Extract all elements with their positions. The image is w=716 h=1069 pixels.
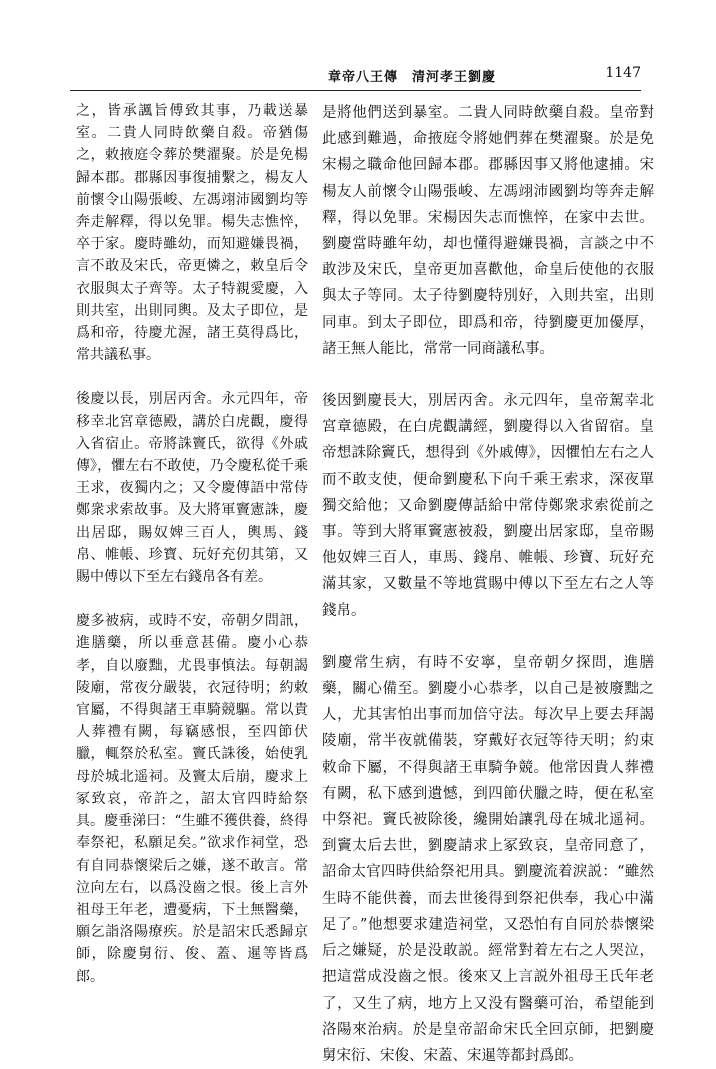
header-rule [70,90,641,91]
classical-paragraph-3: 慶多被病，或時不安，帝朝夕問訊，進膳藥，所以垂意甚備。慶小心恭孝，自以廢黜，尤畏事慎法。每朝謁陵廟，常夜分嚴裝，衣冠待明；約敕官屬，不得與諸王車騎競驅。常以貴人葬禮有闕，每竊感恨，至四節伏臘，輒祭於私室。竇氏誅後，始使乳母於城北遥祠。及竇太后崩，慶求上冢致哀，帝許之，詔太官四時給祭具。慶垂涕曰：“生雖不獲供養，終得奉祭祀，私願足矣。”欲求作祠堂，恐有自同恭懷梁后之嫌，遂不敢言。常泣向左右，以爲没齒之恨。後上言外祖母王年老，遭憂病，下土無醫藥，願乞詣洛陽療疾。於是詔宋氏悉歸京師，除慶舅衍、俊、蓋、暹等皆爲郎。 [76,613,308,985]
modern-translation-column [322,100,654,1064]
running-header [70,60,641,86]
page-number: 1147 [605,65,641,81]
classical-paragraph-1: 之，皆承諷旨傅致其事，乃載送暴室。二貴人同時飲藥自殺。帝猶傷之，敕掖庭令葬於樊濯聚。於是免楊歸本郡。郡縣因事復捕繫之，楊友人前懷令山陽張峻、左馮翊沛國劉均等奔走解釋，得以免罪。楊失志憔悴，卒于家。慶時雖幼，而知避嫌畏禍，言不敢及宋氏，帝更憐之，敕皇后令衣服與太子齊等。太子特親愛慶，入則共室，出則同輿。及太子即位，是爲和帝，待慶尤渥，諸王莫得爲比，常共議私事。 [76,103,308,364]
paragraph-gap [322,362,654,388]
paragraph-gap [322,624,654,650]
modern-paragraph-3: 劉慶常生病，有時不安寧，皇帝朝夕探問，進膳藥，關心備至。劉慶小心恭孝，以自己是被廢黜之人，尤其害怕出事而加倍守法。每次早上要去拜謁陵廟，常半夜就備裝，穿戴好衣冠等待天明；約束敕命下屬，不得與諸王車騎争競。他常因貴人葬禮有闕，私下感到遺憾，到四節伏臘之時，便在私室中祭祀。竇氏被除後，纔開始讓乳母在城北遥祠。到竇太后去世，劉慶請求上冢致哀，皇帝同意了，詔命太官四時供給祭祀用具。劉慶流着淚説：“雖然生時不能供養，而去世後得到祭祀供奉，我心中滿足了。”他想要求建造祠堂，又恐怕有自同於恭懷梁后之嫌疑，於是没敢説。經常對着左右之人哭泣，把這當成没齒之恨。後來又上言説外祖母王氏年老了，又生了病，地方上又没有醫藥可治，希望能到洛陽來治病。於是皇帝詔命宋氏全回京師，把劉慶舅宋衍、宋俊、宋蓋、宋暹等都封爲郎。 [322,654,654,1064]
modern-paragraph-2: 後因劉慶長大，別居丙舍。永元四年，皇帝駕幸北宮章德殿，在白虎觀講經，劉慶得以入省留宿。皇帝想誅除竇氏，想得到《外戚傳》，因懼怕左右之人而不敢支使，便命劉慶私下向千乘王索求，深夜單獨交給他；又命劉慶傳話給中常侍鄭衆求索從前之事。等到大將軍竇憲被殺，劉慶出居家邸，皇帝賜他奴婢三百人，車馬、錢帛、帷帳、珍寶、玩好充滿其家，又數量不等地賞賜中傅以下至左右之人等錢帛。 [322,393,654,619]
classical-paragraph-2: 後慶以長，別居丙舍。永元四年，帝移幸北宮章德殿，講於白虎觀，慶得入省宿止。帝將誅竇氏，欲得《外戚傳》，懼左右不敢使，乃令慶私從千乘王求，夜獨内之；又令慶傳語中常侍鄭衆求索故事。及大將軍竇憲誅，慶出居邸，賜奴婢三百人，輿馬、錢帛、帷帳、珍寶、玩好充仞其第，又賜中傅以下至左右錢帛各有差。 [76,391,308,586]
modern-paragraph-1: 是將他們送到暴室。二貴人同時飲藥自殺。皇帝對此感到難過，命掖庭令將她們葬在樊濯聚。於是免宋楊之職命他回歸本郡。郡縣因事又將他逮捕。宋楊友人前懷令山陽張峻、左馮翊沛國劉均等奔走解釋，得以免罪。宋楊因失志而憔悴，在家中去世。劉慶當時雖年幼，却也懂得避嫌畏禍，言談之中不敢涉及宋氏，皇帝更加喜歡他，命皇后使他的衣服與太子等同。太子待劉慶特別好，入則共室，出則同車。到太子即位，即爲和帝，待劉慶更加優厚，諸王無人能比，常常一同商議私事。 [322,105,654,357]
paragraph-gap [76,366,308,388]
running-title: 章帝八王傳 清河孝王劉慶 [328,70,497,85]
paragraph-gap [76,588,308,610]
classical-text-column [76,100,308,985]
